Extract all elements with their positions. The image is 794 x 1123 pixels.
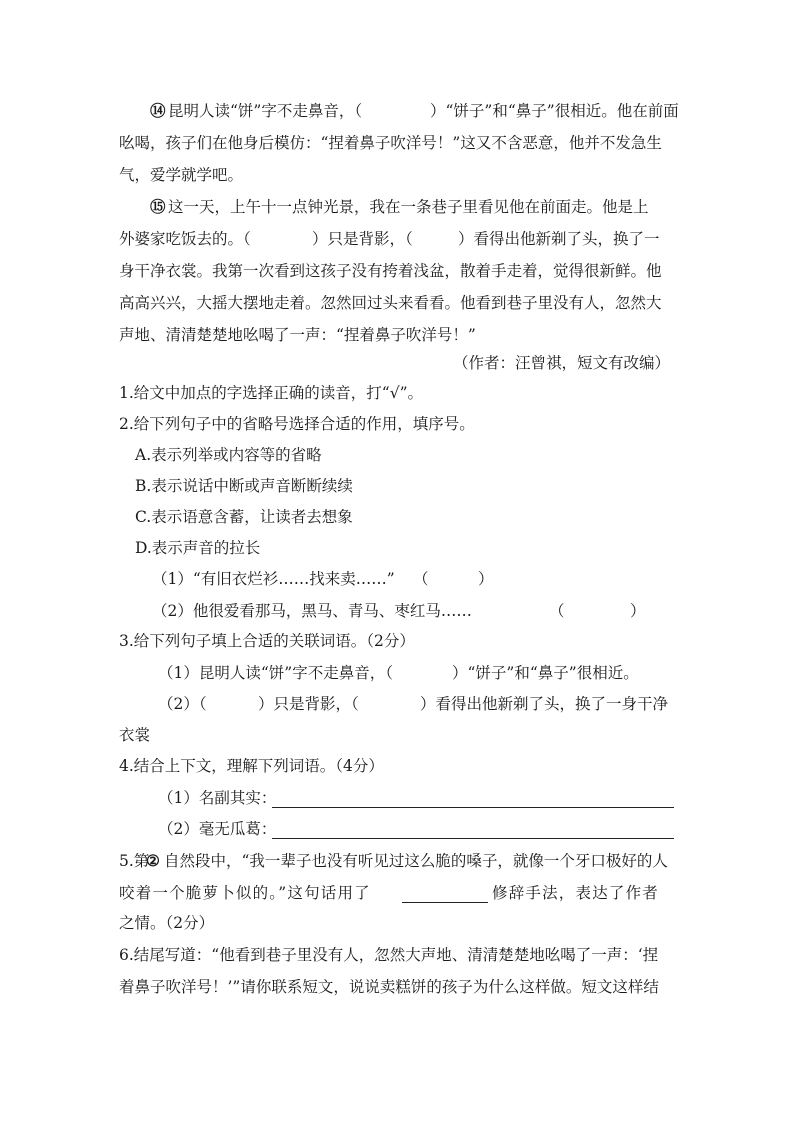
q3-item-1 <box>0 660 794 686</box>
q1-line <box>0 380 794 406</box>
q4-item-2 <box>0 816 794 842</box>
q2-option-a-text: A.表示列举或内容等的省略 <box>135 446 322 464</box>
q5-paragraph-marker: ② <box>146 851 160 870</box>
p15-text-3: 身干净衣裳。我第一次看到这孩子没有挎着浅盆，散着手走着，觉得很新鲜。他 <box>119 262 662 280</box>
q2-item-1-answer-blank[interactable] <box>428 566 476 588</box>
q3-item-2 <box>0 691 794 717</box>
q6-text-1: 6.结尾写道：“他看到巷子里没有人，忽然大声地、清清楚楚地吆喝了一声：‘捏 <box>119 946 659 964</box>
q2-item-2 <box>0 598 794 624</box>
q2-item-1-text: （1）“有旧衣烂衫……找来卖……” <box>152 570 395 588</box>
q5-line-2 <box>0 880 794 906</box>
q6-line-2 <box>0 974 794 1000</box>
q4-item-1-answer-line[interactable] <box>272 789 674 808</box>
q2-prompt: 2.给下列句子中的省略号选择合适的作用，填序号。 <box>119 415 475 433</box>
q2-option-b <box>0 473 794 499</box>
q5-line-1 <box>0 848 794 874</box>
q3-item-2-text-c: ）看得出他新剃了头，换了一身干净 <box>420 695 669 713</box>
p15-line-4 <box>0 290 794 316</box>
q5-text-2a: 咬着一个脆萝卜似的。”这句话用了 <box>119 884 371 902</box>
q4-item-1 <box>0 785 794 811</box>
q3-item-2-text-a: （2）（ <box>158 695 207 713</box>
q2-item-2-paren-open: （ <box>549 602 565 620</box>
q3-item-2-text-b: ）只是背影，（ <box>258 695 359 713</box>
p14-line-1 <box>0 98 794 124</box>
p15-text-5: 声地、清清楚楚地吆喝了一声：“捏着鼻子吹洋号！” <box>119 326 476 344</box>
p15-marker: ⑮ <box>150 197 166 216</box>
p15-text-2b: ）只是背影，（ <box>312 230 413 248</box>
p14-text-1b: ）“饼子”和“鼻子”很相近。他在前面 <box>430 102 679 120</box>
q2-option-b-text: B.表示说话中断或声音断断续续 <box>135 477 353 495</box>
q3-item-2-cont <box>0 722 794 748</box>
q2-option-d <box>0 535 794 561</box>
q2-item-2-answer-blank[interactable] <box>564 598 624 620</box>
q3-item-2-answer-blank-1[interactable] <box>208 691 256 713</box>
q1-prompt: 1.给文中加点的字选择正确的读音，打“√”。 <box>119 384 424 402</box>
p14-marker: ⑭ <box>150 101 166 120</box>
q6-text-2: 着鼻子吹洋号！’”请你联系短文，说说卖糕饼的孩子为什么这样做。短文这样结 <box>119 978 659 996</box>
q4-item-2-answer-line[interactable] <box>272 820 674 839</box>
source-line <box>0 350 794 376</box>
q3-item-2-answer-blank-2[interactable] <box>370 691 418 713</box>
p14-text-1a: 昆明人读“饼”字不走鼻音，（ <box>168 102 363 120</box>
p15-line-2 <box>0 226 794 252</box>
p15-line-1 <box>0 194 794 220</box>
q4-prompt: 4.结合上下文，理解下列词语。（4分） <box>119 757 384 775</box>
q3-item-1-text-a: （1）昆明人读“饼”字不走鼻音，（ <box>158 664 393 682</box>
q2-item-1 <box>0 566 794 592</box>
q4-line <box>0 753 794 779</box>
q3-prompt: 3.给下列句子填上合适的关联词语。（2分） <box>119 632 415 650</box>
q4-item-2-label: （2）毫无瓜葛： <box>158 820 277 838</box>
q2-option-a <box>0 442 794 468</box>
q5-text-1b: 自然段中，“我一辈子也没有听见过这么脆的嗓子，就像一个牙口极好的人 <box>164 852 668 870</box>
q2-item-2-text: （2）他很爱看那马，黑马、青马、枣红马…… <box>152 602 472 620</box>
p14-text-3: 气，爱学就学吧。 <box>119 166 244 184</box>
q3-item-1-text-b: ）“饼子”和“鼻子”很相近。 <box>452 664 639 682</box>
q3-item-2-text-d: 衣裳 <box>119 726 151 744</box>
q4-item-1-label: （1）名副其实： <box>158 789 277 807</box>
q3-line <box>0 628 794 654</box>
p14-line-3 <box>0 162 794 188</box>
q3-item-1-answer-blank[interactable] <box>400 660 450 682</box>
p15-line-3 <box>0 258 794 284</box>
p15-text-4: 高高兴兴，大摇大摆地走着。忽然回过头来看看。他看到巷子里没有人，忽然大 <box>119 294 662 312</box>
source-attribution: （作者：汪曾祺，短文有改编） <box>453 354 671 372</box>
p14-text-2: 吆喝，孩子们在他身后模仿：“捏着鼻子吹洋号！”这又不含恶意，他并不发急生 <box>119 134 662 152</box>
p15-text-1: 这一天，上午十一点钟光景，我在一条巷子里看见他在前面走。他是上 <box>168 198 649 216</box>
q2-line <box>0 411 794 437</box>
q5-line-3 <box>0 910 794 936</box>
p14-line-2 <box>0 130 794 156</box>
q2-item-1-paren-open: （ <box>413 570 429 588</box>
p15-line-5 <box>0 322 794 348</box>
q2-item-2-paren-close: ） <box>630 602 646 620</box>
q2-item-1-paren-close: ） <box>478 570 494 588</box>
q5-text-2b: 修辞手法，表达了作者 <box>492 884 660 902</box>
q2-option-d-text: D.表示声音的拉长 <box>135 539 261 557</box>
q5-text-1a: 5.第 <box>119 852 150 870</box>
p15-text-2c: ）看得出他新剃了头，换了一 <box>458 230 660 248</box>
q6-line-1 <box>0 942 794 968</box>
q5-text-3: 之情。（2分） <box>119 914 215 932</box>
p15-text-2a: 外婆家吃饭去的。（ <box>119 230 251 248</box>
q2-option-c <box>0 504 794 530</box>
q5-answer-line[interactable] <box>402 884 488 903</box>
q2-option-c-text: C.表示语意含蓄，让读者去想象 <box>135 508 353 526</box>
